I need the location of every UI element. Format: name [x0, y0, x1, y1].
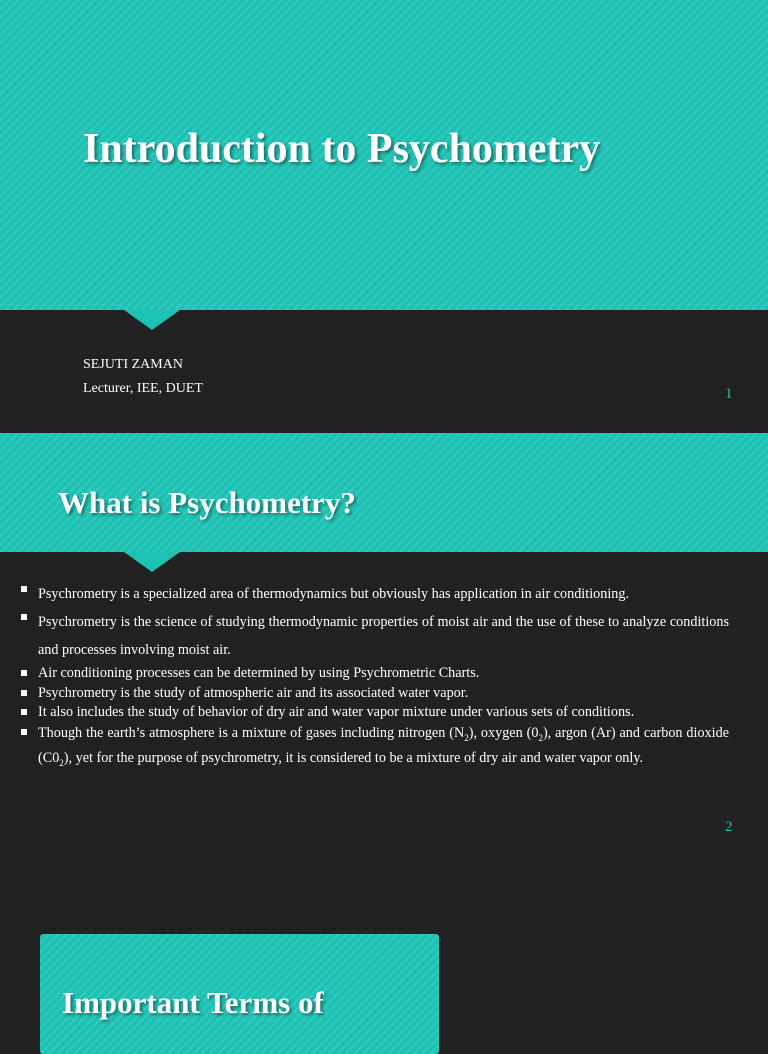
bullet-text: Psychrometry is the science of studying thermodynamic properties of moist air and the use of these to analyze conditions and processes involving moist air.	[38, 614, 729, 658]
bullet-item	[20, 608, 729, 664]
author-name: SEJUTI ZAMAN	[83, 357, 183, 372]
slide2-bullet-list	[20, 580, 729, 774]
slide1-number: 1	[725, 386, 733, 402]
bullet-item	[20, 703, 729, 723]
slide3-title: Important Terms of	[62, 985, 324, 1020]
slide2-title: What is Psychometry?	[58, 485, 356, 520]
slide1-notch-decoration	[124, 310, 180, 330]
bullet-text: It also includes the study of behavior of dry air and water vapor mixture under various sets of conditions.	[38, 704, 635, 720]
slide1-title: Introduction to Psychometry	[83, 126, 601, 172]
bullet-item	[20, 684, 729, 704]
slide2-notch-decoration	[124, 552, 180, 572]
bullet-text: Psychrometry is the study of atmospheric air and its associated water vapor.	[38, 684, 469, 701]
bullet-item	[20, 723, 729, 775]
bullet-text: Air conditioning processes can be determined by using Psychrometric Charts.	[38, 665, 480, 681]
bullet-item	[20, 580, 729, 608]
bullet-text: Psychrometry is a specialized area of thermodynamics but obviously has application in air conditioning.	[38, 586, 629, 602]
author-role: Lecturer, IEE, DUET	[83, 381, 203, 396]
slide2-number: 2	[725, 819, 733, 835]
bullet-item	[20, 664, 729, 684]
bullet-text: Though the earth’s atmosphere is a mixture of gases including nitrogen $(N_2)$, oxygen $(0_2)$, argon (Ar) and carbon dioxide $(C0_2)$, yet for the purpose of psychrometry, it is considered to be a mixture of dry air and water vapor only.	[38, 724, 729, 769]
